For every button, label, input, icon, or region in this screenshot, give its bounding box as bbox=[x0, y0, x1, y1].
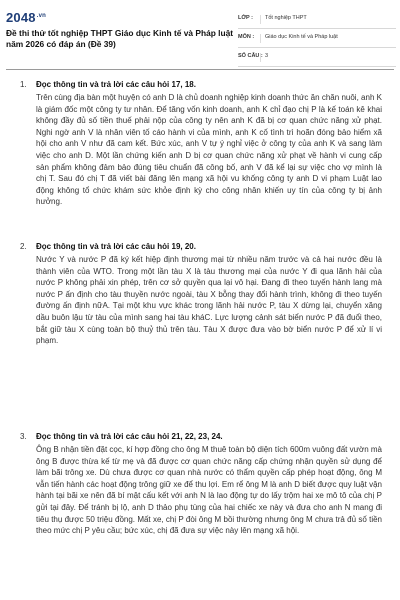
question-title: Đọc thông tin và trả lời các câu hỏi 21, 22, 23, 24. bbox=[36, 432, 223, 441]
question-text: Nước Y và nước P đã ký kết hiệp định thương mại từ nhiều năm trước và cả hai nước đều là thành viên của WTO. Trong một lần tàu X là tàu thương mại của nước Y đi qua lãnh hải của nước P không phải xin phép, trên cơ sở quyền qua lại vô hại. Đang đi theo tuyến hành lang mà nước P ấn định cho tàu thuyền nước ngoài, tàu X bỗng thay đổi hành trình, không đi theo tuyến đường ấn định nữA. Tại một khu vực khác trong lãnh hải nước P, tàu X dừng lại, chuyển xăng dầu buôn lậu từ tàu của mình sang hai tàu kháC. Lực lượng cảnh sát biển nước P đã đuổi theo, bắt giữ tàu X cùng toàn bộ thuỷ thủ trên tàu. Tàu X được đưa vào bờ biển nước P để xử lí vi phạm. bbox=[36, 255, 382, 346]
info-value: 3 bbox=[260, 53, 268, 62]
info-row-subject bbox=[238, 29, 396, 48]
info-label: LỚP : bbox=[238, 15, 253, 21]
info-row-count bbox=[238, 48, 396, 67]
page-header bbox=[6, 10, 394, 66]
info-label: MÔN : bbox=[238, 34, 255, 40]
question-title: Đọc thông tin và trả lời các câu hỏi 19, 20. bbox=[36, 242, 196, 251]
info-label: SỐ CÂU : bbox=[238, 53, 263, 59]
info-row-class bbox=[238, 10, 396, 29]
question-text: Ông B nhận tiền đặt cọc, kí hợp đồng cho ông M thuê toàn bộ diện tích 600m vuông đất vườn mà ông B được thừa kế từ mẹ và đã được cơ quan chức năng cấp chứng nhận quyền sử dụng để làm bãi trông xe. Dù chưa được cơ quan nhà nước có thẩm quyền cấp phép hoạt động, ông M vẫn tiến hành các hoạt động trông giữ xe để thu lợi. Em rể ông M là anh D biết được quy luật vận hành tại bãi xe nên đã bí mật cấu kết với anh N là lao động tự do lấy trộm hai xe mô tô của chị P gửi tại đây. Để tránh bị lộ, anh D thảo phụ tùng của hai chiếc xe này và đưa cho anh N mang đi tiêu thụ được 50 triệu đồng. Mất xe, chị P đòi ông M bồi thường nhưng ông M chưa trả đủ số tiền theo mức chị P yêu cầu; bức xúc, chị đã đưa sự việc này lên mạng xã hội. bbox=[36, 445, 382, 536]
exam-info-table bbox=[238, 10, 396, 66]
question-number: 2. bbox=[20, 242, 27, 251]
question-text: Trên cùng địa bàn một huyện có anh D là chủ doanh nghiệp kinh doanh thức ăn chăn nuôi, anh K là giám đốc một công ty tư nhân. Để tăng vốn kinh doanh, anh K chỉ đạo chị P là kế toán kê khai không đầy đủ số tiền thuế phải nộp của công ty nên anh K đã bị cơ quan chức năng xử phạt. Nghi ngờ anh V là nhân viên tố cáo hành vi của mình, anh K cố tình trì hoãn đóng bảo hiểm xã hội cho anh V như đã cam kết. Bức xúc, anh V tự ý nghỉ việc ở công ty của anh K và sang làm việc cho anh D. Một lần chứng kiến anh D bị cơ quan chức năng xử phạt về hành vi cung cấp sản phẩm không đảm bảo đúng tiêu chuẩn đã công bố, anh V đã kể lại sự việc cho vợ mình là chị T. Sau đó chị T đã viết bài đăng lên mạng xã hội vu khống công ty anh D vi phạm Luật lao động không tổ chức khám sức khỏe định kỳ cho công nhân khiến uy tín của công ty bị ảnh hưởng. bbox=[36, 93, 382, 207]
question-title: Đọc thông tin và trả lời các câu hỏi 17, 18. bbox=[36, 80, 196, 89]
question-number: 1. bbox=[20, 80, 27, 89]
exam-title: Đề thi thử tốt nghiệp THPT Giáo dục Kinh tế và Pháp luật năm 2026 có đáp án (Đề 39) bbox=[6, 28, 234, 49]
site-logo[interactable]: $2048^{.vn}$ bbox=[6, 10, 47, 25]
info-value: Tốt nghiệp THPT bbox=[260, 15, 307, 24]
header-divider bbox=[6, 69, 394, 70]
info-value: Giáo dục Kinh tế và Pháp luật bbox=[260, 34, 338, 43]
question-number: 3. bbox=[20, 432, 27, 441]
